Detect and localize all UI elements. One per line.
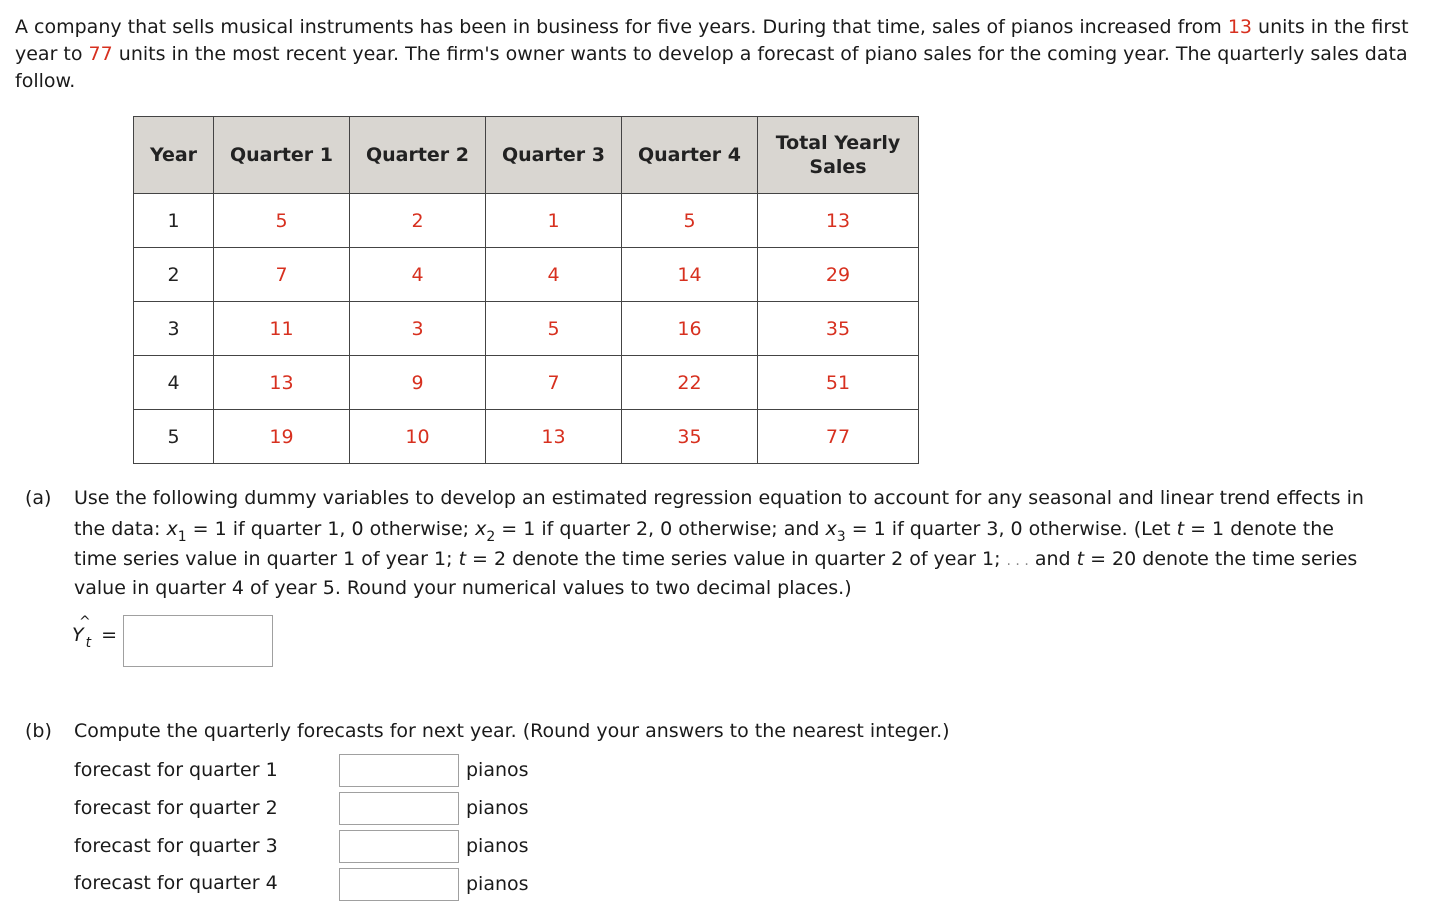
var-x2: x (475, 518, 487, 540)
part-a-label: (a) (25, 487, 52, 509)
forecast-q2-label: forecast for quarter 2 (74, 797, 278, 819)
intro-text-1: A company that sells musical instruments has been in business for five years. During that time, sales of pianos increased from (15, 16, 1228, 38)
cell-q2: 9 (350, 356, 486, 410)
header-year: Year (134, 117, 214, 194)
part-a-instructions (74, 485, 1424, 602)
cell-q1: 5 (214, 194, 350, 248)
cell-year: 2 (134, 248, 214, 302)
cell-q1: 7 (214, 248, 350, 302)
part-a-text: = 1 denote the (1184, 518, 1334, 540)
forecast-q4-input[interactable] (339, 868, 459, 901)
forecast-q3-unit: pianos (466, 835, 529, 857)
var-x1: x (166, 518, 178, 540)
cell-year: 5 (134, 410, 214, 464)
cell-q2: 4 (350, 248, 486, 302)
cell-q4: 16 (622, 302, 758, 356)
part-a-line-4: value in quarter 4 of year 5. Round your numerical values to two decimal places.) (74, 577, 852, 599)
cell-q3: 13 (486, 410, 622, 464)
cell-q1: 13 (214, 356, 350, 410)
regression-equation-input[interactable] (123, 615, 273, 667)
table-header-row (134, 117, 919, 194)
forecast-q2-input[interactable] (339, 792, 459, 825)
cell-q2: 2 (350, 194, 486, 248)
yhat-subscript-t: t (85, 635, 92, 651)
forecast-q4-label: forecast for quarter 4 (74, 872, 278, 894)
problem-intro (15, 14, 1425, 95)
header-total-line-2: Sales (809, 156, 867, 178)
part-a-text: and (1028, 548, 1077, 570)
cell-total: 51 (758, 356, 919, 410)
part-a-text: = 20 denote the time series (1084, 548, 1358, 570)
part-a-text: = 1 if quarter 1, 0 otherwise; (186, 518, 476, 540)
cell-q2: 3 (350, 302, 486, 356)
cell-q3: 1 (486, 194, 622, 248)
intro-text-3: units in the most recent year. The firm's owner wants to develop a forecast of piano sales for the coming year. The quarterly sales data follow. (15, 43, 1408, 92)
part-a-text: = 2 denote the time series value in quarter 2 of year 1; (466, 548, 1007, 570)
forecast-q3-label: forecast for quarter 3 (74, 835, 278, 857)
yhat-label (72, 614, 118, 651)
hat-symbol: ^ (79, 614, 91, 630)
ellipsis: . . . (1006, 553, 1029, 569)
cell-total: 35 (758, 302, 919, 356)
part-a-text: = 1 if quarter 3, 0 otherwise. (Let (845, 518, 1177, 540)
header-total-yearly-sales (758, 117, 919, 194)
table-row (134, 302, 919, 356)
forecast-q1-input[interactable] (339, 754, 459, 787)
forecast-q1-label: forecast for quarter 1 (74, 759, 278, 781)
part-b-label: (b) (25, 720, 52, 742)
part-b-instructions: Compute the quarterly forecasts for next year. (Round your answers to the nearest integer.) (74, 720, 950, 742)
cell-q4: 35 (622, 410, 758, 464)
var-t: t (1076, 548, 1085, 570)
var-x3: x (825, 518, 837, 540)
cell-q4: 14 (622, 248, 758, 302)
var-t: t (1176, 518, 1185, 540)
cell-total: 13 (758, 194, 919, 248)
forecast-q2-unit: pianos (466, 797, 529, 819)
cell-q1: 19 (214, 410, 350, 464)
cell-q3: 7 (486, 356, 622, 410)
forecast-q1-unit: pianos (466, 759, 529, 781)
part-a-text: = 1 if quarter 2, 0 otherwise; and (495, 518, 826, 540)
part-a-line-2 (74, 512, 1424, 546)
sub-1: 1 (177, 529, 187, 545)
cell-q4: 5 (622, 194, 758, 248)
yhat-y: Y (72, 624, 84, 646)
header-quarter-2: Quarter 2 (350, 117, 486, 194)
forecast-q4-unit: pianos (466, 873, 529, 895)
header-quarter-4: Quarter 4 (622, 117, 758, 194)
cell-q2: 10 (350, 410, 486, 464)
part-a-line-1: Use the following dummy variables to develop an estimated regression equation to account for any seasonal and linear trend effects in (74, 487, 1364, 509)
equals-sign: = (101, 624, 118, 646)
intro-first-year-value: 13 (1227, 16, 1253, 38)
forecast-q3-input[interactable] (339, 830, 459, 863)
intro-last-year-value: 77 (88, 43, 113, 65)
header-total-line-1: Total Yearly (775, 132, 901, 154)
cell-total: 29 (758, 248, 919, 302)
part-a-line-3 (74, 548, 1357, 570)
table-row (134, 356, 919, 410)
header-quarter-3: Quarter 3 (486, 117, 622, 194)
table-row (134, 248, 919, 302)
cell-q1: 11 (214, 302, 350, 356)
sub-3: 3 (836, 529, 846, 545)
table-row (134, 410, 919, 464)
part-a-text: the data: (74, 518, 167, 540)
intro-text-2: units in the first year to (15, 16, 1409, 65)
part-a-text: time series value in quarter 1 of year 1; (74, 548, 459, 570)
sub-2: 2 (486, 529, 496, 545)
var-t: t (458, 548, 467, 570)
cell-total: 77 (758, 410, 919, 464)
cell-q4: 22 (622, 356, 758, 410)
header-quarter-1: Quarter 1 (214, 117, 350, 194)
cell-q3: 4 (486, 248, 622, 302)
cell-year: 1 (134, 194, 214, 248)
cell-year: 4 (134, 356, 214, 410)
cell-year: 3 (134, 302, 214, 356)
sales-table (133, 116, 919, 464)
cell-q3: 5 (486, 302, 622, 356)
table-row (134, 194, 919, 248)
